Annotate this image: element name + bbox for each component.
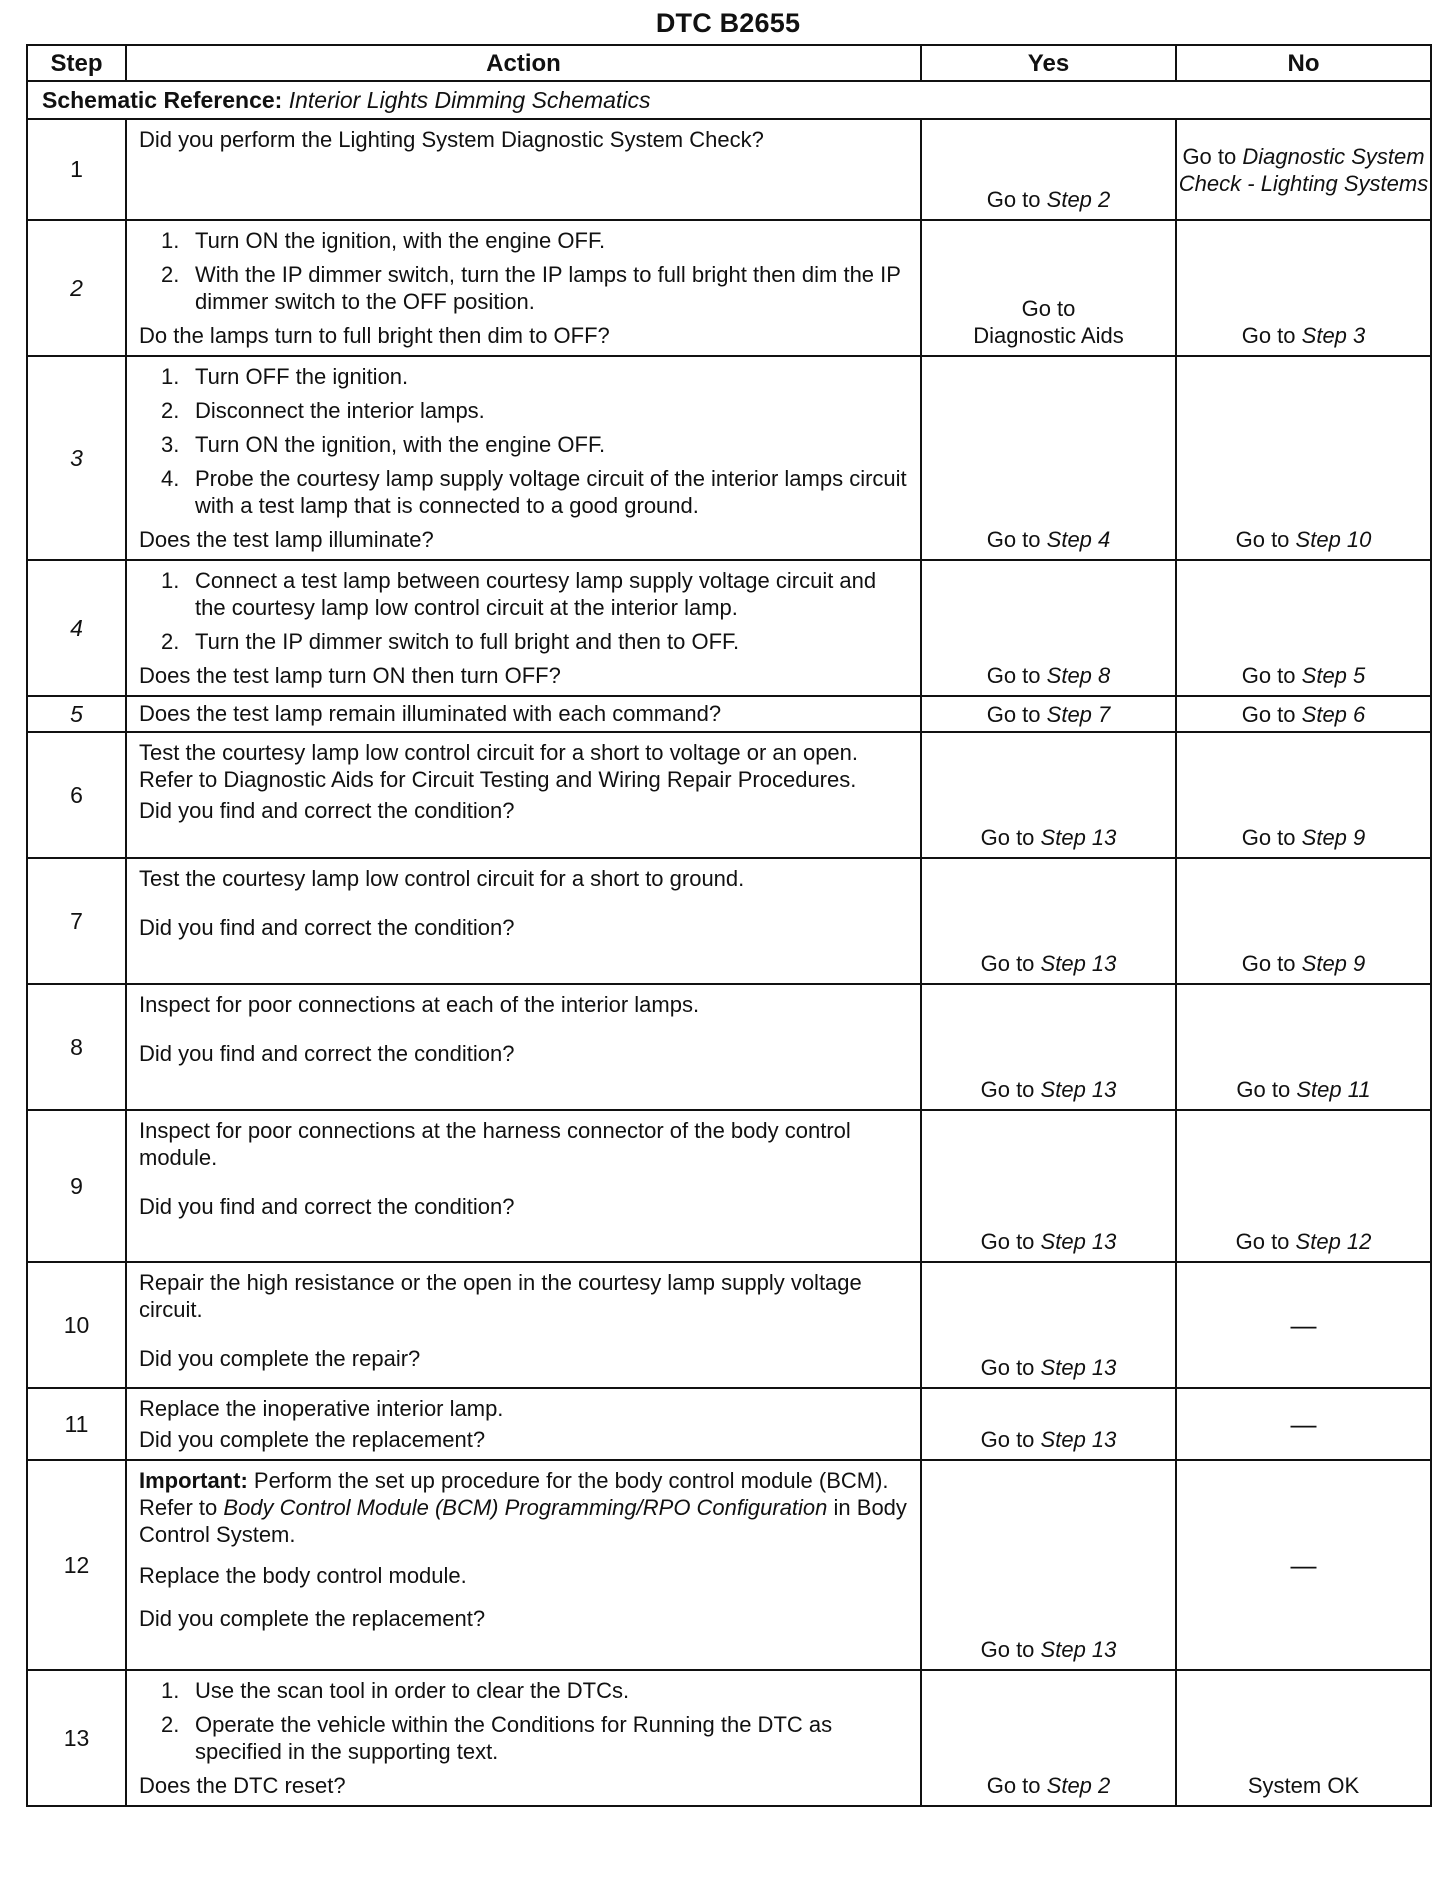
table-row: [27, 220, 1431, 356]
step-number: 8: [27, 984, 126, 1110]
table-row: [27, 1388, 1431, 1460]
question: Did you complete the repair?: [139, 1346, 421, 1371]
step-number: 2: [27, 220, 126, 356]
no-cell: —: [1176, 1262, 1431, 1388]
step-number: 1: [27, 119, 126, 220]
list-item: 4. Probe the courtesy lamp supply voltage circuit of the interior lamps circuit with a test lamp that is connected to a good ground.: [161, 466, 907, 518]
page-title: DTC B2655: [655, 8, 801, 38]
table-row: [27, 696, 1431, 732]
action-text: Inspect for poor connections at the harness connector of the body control module.: [139, 1118, 851, 1170]
table-row: [27, 1460, 1431, 1670]
header-row: [27, 45, 1431, 81]
list-item: 2. Operate the vehicle within the Conditions for Running the DTC as specified in the supporting text.: [161, 1712, 833, 1764]
action-cell: [126, 220, 921, 356]
no-cell: Go to Step 5: [1176, 560, 1431, 696]
step-link[interactable]: Step 5: [1301, 663, 1366, 688]
yes-cell: Go to Diagnostic Aids: [921, 220, 1176, 356]
action-list: [139, 1677, 910, 1765]
no-cell: Go to Step 9: [1176, 732, 1431, 858]
action-cell: [126, 984, 921, 1110]
step-link[interactable]: Step 9: [1301, 825, 1366, 850]
no-cell: —: [1176, 1388, 1431, 1460]
table-row: [27, 984, 1431, 1110]
action-cell: [126, 1262, 921, 1388]
step-number: 3: [27, 356, 126, 560]
question: Does the DTC reset?: [139, 1773, 346, 1798]
diagnostic-aids-link[interactable]: Diagnostic Aids: [973, 323, 1124, 348]
step-link[interactable]: Step 2: [1046, 1773, 1111, 1798]
step-link[interactable]: Step 6: [1301, 701, 1366, 727]
yes-cell: Go to Step 13: [921, 732, 1176, 858]
step-link[interactable]: Step 3: [1301, 323, 1366, 348]
yes-cell: Go to Step 13: [921, 1388, 1176, 1460]
no-cell: Go to Step 3: [1176, 220, 1431, 356]
action-cell: [126, 1670, 921, 1806]
action-text: Inspect for poor connections at each of the interior lamps.: [139, 992, 700, 1017]
yes-cell: Go to Step 7: [921, 696, 1176, 732]
yes-cell: Go to Step 8: [921, 560, 1176, 696]
step-link[interactable]: Step 8: [1046, 663, 1111, 688]
action-cell: [126, 560, 921, 696]
no-cell: Go to Step 10: [1176, 356, 1431, 560]
question: Did you find and correct the condition?: [139, 1194, 515, 1219]
header-step: Step: [27, 45, 126, 81]
question: Did you find and correct the condition?: [139, 915, 515, 940]
yes-cell: Go to Step 4: [921, 356, 1176, 560]
step-link[interactable]: Step 13: [1040, 1427, 1117, 1452]
header-no: No: [1176, 45, 1431, 81]
table-row: [27, 356, 1431, 560]
step-link[interactable]: Step 11: [1296, 1077, 1371, 1102]
question: Did you complete the replacement?: [139, 1427, 486, 1452]
table-row: [27, 1670, 1431, 1806]
header-yes: Yes: [921, 45, 1176, 81]
yes-cell: Go to Step 13: [921, 984, 1176, 1110]
step-number: 7: [27, 858, 126, 984]
question: Did you find and correct the condition?: [139, 1041, 515, 1066]
action-cell: [126, 858, 921, 984]
list-item: 2. Disconnect the interior lamps.: [161, 398, 485, 423]
step-link[interactable]: Step 9: [1301, 951, 1366, 976]
step-link[interactable]: Step 13: [1040, 1637, 1117, 1662]
action-cell: [126, 1460, 921, 1670]
step-number: 6: [27, 732, 126, 858]
action-text: Repair the high resistance or the open in the courtesy lamp supply voltage circuit.: [139, 1270, 862, 1322]
table-row: [27, 119, 1431, 220]
table-row: [27, 560, 1431, 696]
list-item: 1. Connect a test lamp between courtesy lamp supply voltage circuit and the courtesy lamp low control circuit at the interior lamp.: [161, 568, 877, 620]
action-list: [139, 363, 910, 519]
action-text: Test the courtesy lamp low control circuit for a short to voltage or an open. Refer to Diagnostic Aids for Circuit Testing and Wiring Repair Procedures.: [139, 740, 859, 792]
question: Did you complete the replacement?: [139, 1606, 486, 1631]
step-link[interactable]: Step 13: [1040, 1077, 1117, 1102]
step-link[interactable]: Step 13: [1040, 825, 1117, 850]
step-link[interactable]: Step 13: [1040, 951, 1117, 976]
action-list: [139, 227, 910, 315]
step-link[interactable]: Step 13: [1040, 1355, 1117, 1380]
action-cell: [126, 1388, 921, 1460]
table-row: [27, 858, 1431, 984]
step-link[interactable]: Step 12: [1295, 1229, 1372, 1254]
header-action: Action: [126, 45, 921, 81]
no-cell: —: [1176, 1460, 1431, 1670]
list-item: 1. Turn ON the ignition, with the engine OFF.: [161, 228, 606, 253]
action-text: Did you perform the Lighting System Diagnostic System Check?: [139, 127, 764, 152]
yes-cell: Go to Step 2: [921, 1670, 1176, 1806]
action-cell: [126, 119, 921, 220]
diagnostic-table: [26, 44, 1432, 1807]
action-list: [139, 567, 910, 655]
action-cell: [126, 356, 921, 560]
step-number: 13: [27, 1670, 126, 1806]
no-cell: Go to Step 12: [1176, 1110, 1431, 1262]
question: Did you find and correct the condition?: [139, 798, 515, 823]
no-cell: Go to Step 11: [1176, 984, 1431, 1110]
step-link[interactable]: Step 13: [1040, 1229, 1117, 1254]
step-link[interactable]: Step 4: [1046, 527, 1111, 552]
reference-label: Schematic Reference:: [42, 86, 283, 113]
step-number: 11: [27, 1388, 126, 1460]
table-row: [27, 1110, 1431, 1262]
bcm-programming-link[interactable]: Body Control Module (BCM) Programming/RPO Configuration: [223, 1495, 828, 1520]
step-number: 12: [27, 1460, 126, 1670]
procedure-link[interactable]: Diagnostic System Check - Lighting Systems: [1178, 143, 1429, 196]
yes-cell: Go to Step 13: [921, 1110, 1176, 1262]
step-number: 5: [27, 696, 126, 732]
step-number: 9: [27, 1110, 126, 1262]
yes-cell: Go to Step 2: [921, 119, 1176, 220]
action-cell: [126, 696, 921, 732]
step-number: 4: [27, 560, 126, 696]
list-item: 2. With the IP dimmer switch, turn the IP lamps to full bright then dim the IP dimmer switch to the OFF position.: [161, 262, 901, 314]
action-text: Test the courtesy lamp low control circuit for a short to ground.: [139, 866, 745, 891]
action-cell: [126, 732, 921, 858]
list-item: 3. Turn ON the ignition, with the engine OFF.: [161, 432, 606, 457]
list-item: 2. Turn the IP dimmer switch to full bright and then to OFF.: [161, 629, 740, 654]
yes-cell: Go to Step 13: [921, 1460, 1176, 1670]
question: Do the lamps turn to full bright then dim to OFF?: [139, 323, 610, 348]
no-cell: Go to Diagnostic System Check - Lighting Systems: [1176, 119, 1431, 220]
schematic-reference: [27, 81, 1431, 119]
list-item: 1. Use the scan tool in order to clear the DTCs.: [161, 1678, 630, 1703]
yes-cell: Go to Step 13: [921, 858, 1176, 984]
no-cell: Go to Step 9: [1176, 858, 1431, 984]
important-note: Important: Perform the set up procedure for the body control module (BCM). Refer to Body Control Module (BCM) Programming/RPO Configuration in Body Control System.: [139, 1468, 907, 1547]
no-cell: System OK: [1176, 1670, 1431, 1806]
action-text: Replace the body control module.: [139, 1563, 467, 1588]
list-item: 1. Turn OFF the ignition.: [161, 364, 409, 389]
no-cell: Go to Step 6: [1176, 696, 1431, 732]
action-text: Replace the inoperative interior lamp.: [139, 1396, 504, 1421]
question: Does the test lamp illuminate?: [139, 527, 434, 552]
reference-link[interactable]: Interior Lights Dimming Schematics: [288, 86, 651, 113]
step-number: 10: [27, 1262, 126, 1388]
question: Does the test lamp turn ON then turn OFF?: [139, 663, 561, 688]
table-row: [27, 732, 1431, 858]
table-row: [27, 1262, 1431, 1388]
important-label: Important:: [139, 1468, 248, 1493]
yes-cell: Go to Step 13: [921, 1262, 1176, 1388]
step-link[interactable]: Step 10: [1295, 527, 1372, 552]
question: Does the test lamp remain illuminated with each command?: [139, 701, 722, 726]
schematic-reference-row: [27, 81, 1431, 119]
step-link[interactable]: Step 2: [1046, 187, 1111, 212]
step-link[interactable]: Step 7: [1046, 701, 1111, 727]
action-cell: [126, 1110, 921, 1262]
